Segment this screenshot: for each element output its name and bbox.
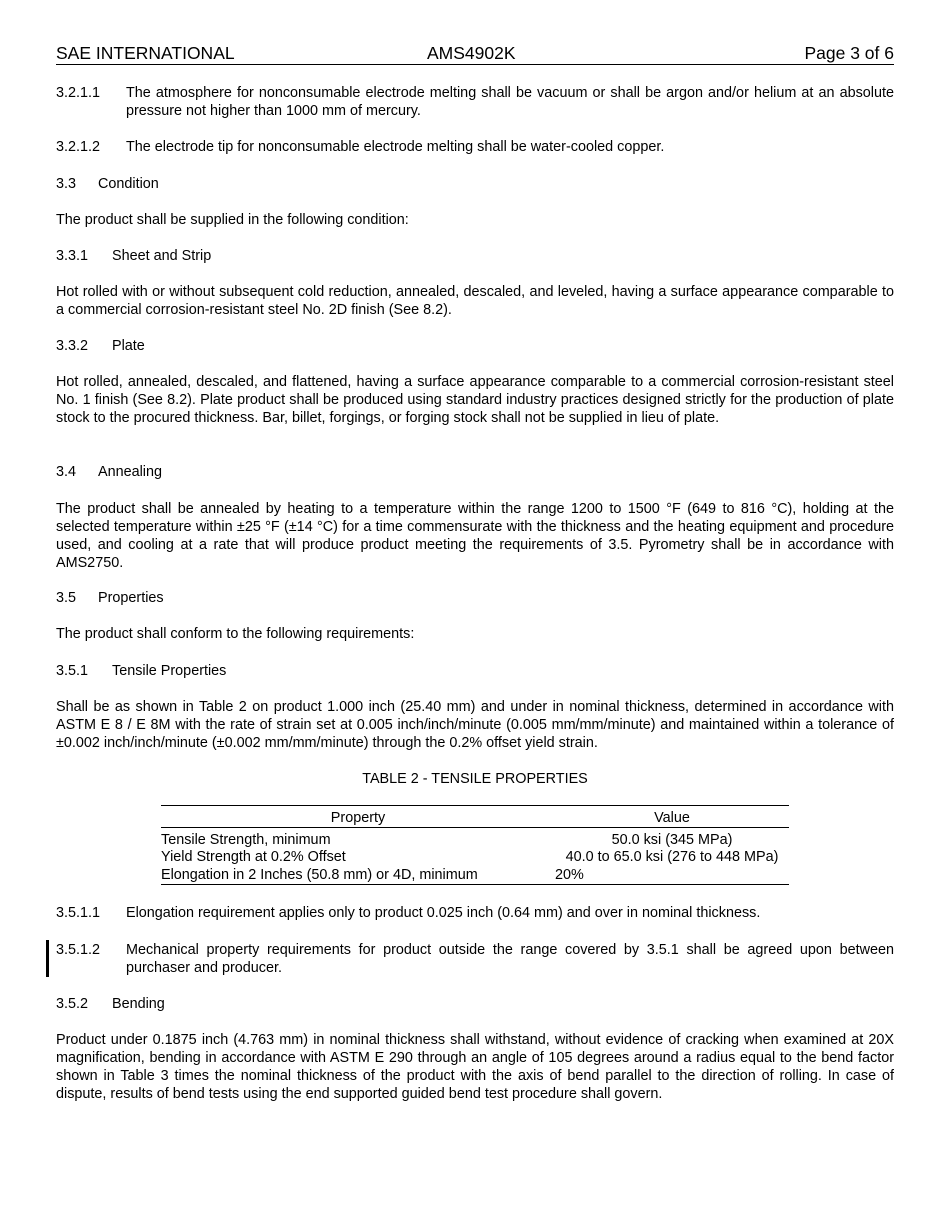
header-page-number: Page 3 of 6 xyxy=(804,43,894,63)
heading-number: 3.3 xyxy=(56,176,77,192)
table-title: TABLE 2 - TENSILE PROPERTIES xyxy=(362,771,588,787)
table-cell-property: Elongation in 2 Inches (50.8 mm) or 4D, minimum xyxy=(161,867,478,883)
section-number: 3.2.1.2 xyxy=(56,139,101,155)
table-bottom-rule xyxy=(161,884,789,885)
heading-number: 3.5.2 xyxy=(56,996,89,1012)
paragraph-3-5-1: Shall be as shown in Table 2 on product 1.000 inch (25.40 mm) and under in nominal thickness, determined in accordance with ASTM E 8 / E 8M with the rate of strain set at 0.005 inch/inch/minute (0.005 mm/mm/minute) and maintained within a tolerance of ±0.002 inch/inch/minute (±0.002 mm/mm/minute) through the 0.2% offset yield strain. xyxy=(56,699,894,751)
heading-title: Plate xyxy=(112,338,145,354)
heading-3-3-2 xyxy=(56,337,894,355)
section-number: 3.5.1.1 xyxy=(56,905,101,921)
heading-3-4 xyxy=(56,463,894,481)
table-cell-value: 20% xyxy=(555,867,584,883)
section-text: The atmosphere for nonconsumable electrode melting shall be vacuum or shall be argon and/or helium at an absolute pressure not higher than 1000 mm of mercury. xyxy=(126,85,894,119)
paragraph-3-3-1: Hot rolled with or without subsequent cold reduction, annealed, descaled, and leveled, having a surface appearance comparable to a commercial corrosion-resistant steel No. 2D finish (See 8.2). xyxy=(56,284,894,318)
header-doc-number: AMS4902K xyxy=(427,43,516,63)
heading-title: Annealing xyxy=(98,464,163,480)
table-header-rule xyxy=(161,827,789,828)
paragraph-3-3: The product shall be supplied in the following condition: xyxy=(56,212,409,228)
header-org: SAE INTERNATIONAL xyxy=(56,43,235,63)
revision-change-bar xyxy=(46,940,49,977)
section-number: 3.2.1.1 xyxy=(56,85,101,101)
table-header-value: Value xyxy=(654,810,690,826)
heading-title: Condition xyxy=(98,176,159,192)
heading-number: 3.5 xyxy=(56,590,77,606)
tensile-properties-table xyxy=(161,804,789,888)
paragraph-3-3-2: Hot rolled, annealed, descaled, and flattened, having a surface appearance comparable to a commercial corrosion-resistant steel No. 1 finish (See 8.2). Plate product shall be produced using standard industry practices designed strictly for the production of plate stock to the procured thickness. Bar, billet, forgings, or forging stock shall not be supplied in lieu of plate. xyxy=(56,374,894,426)
section-text: The electrode tip for nonconsumable electrode melting shall be water-cooled copper. xyxy=(126,139,665,155)
heading-title: Sheet and Strip xyxy=(112,248,212,264)
section-3-2-1-1 xyxy=(56,84,894,120)
table-top-rule xyxy=(161,805,789,806)
heading-3-5-2 xyxy=(56,995,894,1013)
table-header-property: Property xyxy=(330,810,386,826)
heading-number: 3.3.1 xyxy=(56,248,89,264)
table-cell-value: 40.0 to 65.0 ksi (276 to 448 MPa) xyxy=(565,849,779,865)
section-text: Elongation requirement applies only to product 0.025 inch (0.64 mm) and over in nominal thickness. xyxy=(126,905,761,921)
heading-3-5-1 xyxy=(56,662,894,680)
table-cell-value: 50.0 ksi (345 MPa) xyxy=(611,832,733,848)
paragraph-3-5-2: Product under 0.1875 inch (4.763 mm) in nominal thickness shall withstand, without evidence of cracking when examined at 20X magnification, bending in accordance with ASTM E 290 through an angle of 105 degrees around a radius equal to the bend factor shown in Table 3 times the nominal thickness of the product with the axis of bend parallel to the direction of rolling. In case of dispute, results of bend tests using the end supported guided bend test procedure shall govern. xyxy=(56,1032,894,1102)
table-cell-property: Yield Strength at 0.2% Offset xyxy=(161,849,346,865)
page-header xyxy=(56,42,894,65)
section-text: Mechanical property requirements for product outside the range covered by 3.5.1 shall be agreed upon between purchaser and producer. xyxy=(126,942,894,976)
heading-3-3 xyxy=(56,175,894,193)
heading-3-3-1 xyxy=(56,247,894,265)
table-cell-property: Tensile Strength, minimum xyxy=(161,832,331,848)
section-3-5-1-1 xyxy=(56,904,894,922)
heading-number: 3.3.2 xyxy=(56,338,89,354)
section-3-5-1-2 xyxy=(56,941,894,977)
heading-number: 3.4 xyxy=(56,464,77,480)
heading-number: 3.5.1 xyxy=(56,663,89,679)
heading-title: Properties xyxy=(98,590,164,606)
heading-title: Tensile Properties xyxy=(112,663,227,679)
paragraph-3-4: The product shall be annealed by heating to a temperature within the range 1200 to 1500 °F (649 to 816 °C), holding at the selected temperature within ±25 °F (±14 °C) for a time commensurate with the thickness and the heating equipment and procedure used, and cooling at a rate that will produce product meeting the requirements of 3.5. Pyrometry shall be in accordance with AMS2750. xyxy=(56,501,894,571)
paragraph-3-5: The product shall conform to the following requirements: xyxy=(56,626,415,642)
section-number: 3.5.1.2 xyxy=(56,942,101,958)
heading-title: Bending xyxy=(112,996,165,1012)
section-3-2-1-2 xyxy=(56,138,894,156)
heading-3-5 xyxy=(56,589,894,607)
